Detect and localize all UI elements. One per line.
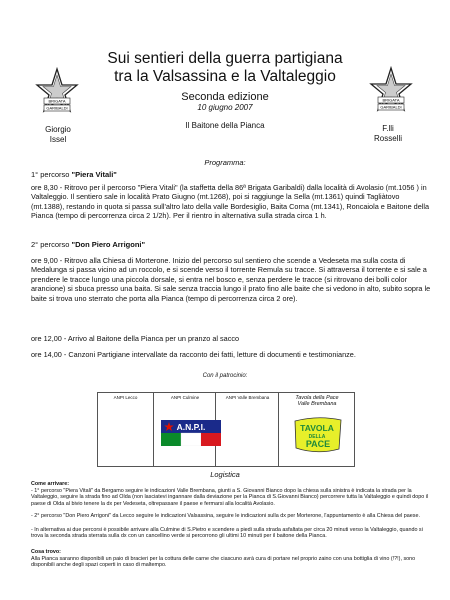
- logistica-alternativa: - In alternativa ai due percorsi è possibile arrivare alla Culmine di S.Pietro e scendere a piedi sulla strada asfaltata per circa 20 minuti verso la Valtaleggio, quando si trova la seconda strada sterrata sulla dx con un cancellino verde si percorrono gli ultimi 10 minuti per il baitone della Pianca.: [31, 527, 423, 540]
- tavola-pace-logo-icon: [291, 415, 345, 455]
- right-name-line-1: F.lli: [382, 124, 394, 133]
- percorso-1-name: "Piera Vitali": [71, 170, 117, 179]
- come-arrivare-heading: Come arrivare:: [31, 481, 70, 487]
- left-brigade-emblem: [35, 67, 79, 119]
- event-date: 10 giugno 2007: [197, 103, 253, 112]
- tavola-logo-text-1: TAVOLA: [300, 423, 334, 433]
- edition-label: Seconda edizione: [181, 91, 269, 103]
- logistica-heading: Logistica: [210, 470, 240, 479]
- program-item-songs: ore 14,00 - Canzoni Partigiane intervallate da racconto dei fatti, letture di documenti e testimonianze.: [31, 350, 356, 359]
- percorso-1-prefix: 1° percorso: [31, 170, 72, 179]
- left-emblem-text-1: BRIGATA: [48, 98, 66, 104]
- sponsor-label-tavola-2: Valle Brembana: [297, 401, 337, 407]
- star-emblem-icon: [369, 66, 413, 118]
- sponsor-label-anpi-valle-brembana: ANPI Valle Brembana: [225, 395, 270, 400]
- right-brigade-emblem: [369, 66, 413, 118]
- sponsor-anpi-lecco: [98, 393, 153, 466]
- sponsor-label-anpi-lecco: ANPI Lecco: [113, 395, 138, 400]
- sponsor-anpi-valle-brembana: [215, 393, 279, 466]
- event-place: Il Baitone della Pianca: [185, 121, 265, 130]
- left-name-line-2: Issel: [49, 135, 67, 144]
- title-line-2: tra la Valsassina e la Valtaleggio: [114, 68, 336, 85]
- percorso-2-text: ore 9,00 - Ritrovo alla Chiesa di Morterone. Inizio del percorso sul sentiero che scende a Vedeseta ma sulla costa di Medalunga si passa vicino ad un roccolo, e si scende verso il torrente Remula su tracce. Si attraversa il torrente e si sale a prendere le tracce lungo una piccola dorsale, si entra nel bosco e, senza perdere le tracce (si ritrovano dei bolli color arancione) si sbuca presso una baita. Si sale senza traccia lungo il prato fino alle baite che si vedono in alto, subito sopra le baite si trova uno sterrato che porta alla Pianca (tempo di percorrenza circa 2 ore).: [31, 256, 431, 303]
- sponsor-label-anpi-culmine: ANPI Culmine: [170, 395, 200, 400]
- percorso-2-prefix: 2° percorso: [31, 240, 72, 249]
- left-emblem-text-2: GARIBALDI: [46, 105, 68, 111]
- logistica-cosa-trovo: Alla Pianca saranno disponibili un paio di bracieri per la cottura delle carne che ciascuno avrà cura di portare nel proprio zaino con una bottiglia di vino (!?!), sono disponibili anche degli spazi coperti in caso di maltempo.: [31, 556, 416, 569]
- left-name-line-1: Giorgio: [45, 125, 71, 134]
- right-name-line-2: Rosselli: [373, 134, 402, 143]
- right-brigade-name: [366, 124, 410, 144]
- sponsor-table: [97, 392, 355, 467]
- right-emblem-text-1: BRIGATA: [382, 97, 400, 103]
- anpi-logo: [161, 420, 221, 446]
- anpi-flag-icon: [161, 420, 221, 446]
- patrocinio-heading: Con il patrocinio:: [202, 373, 248, 379]
- program-item-lunch: ore 12,00 - Arrivo al Baitone della Pianca per un pranzo al sacco: [31, 334, 240, 343]
- logistica-percorso-2: - 2° percorso "Don Piero Arrigoni" da Lecco seguire le indicazioni Valsassina, seguire le indicazioni sulla dx per Morterone, l'appuntamento è alla Chiesa del paese.: [31, 513, 420, 519]
- percorso-1-heading: [31, 170, 431, 179]
- anpi-logo-text: A.N.P.I.: [176, 422, 206, 432]
- tavola-logo-text-3: PACE: [305, 439, 331, 449]
- percorso-1-text: ore 8,30 - Ritrovo per il percorso "Piera Vitali" (la staffetta della 86ª Brigata Garibaldi) dalla località di Avolasio (mt.1056 ) in Valtaleggio. Il sentiero sale in località Prato Giugno (mt.1268), poi si raggiunge la Sella (mt.1361) quindi Tagliàtovo (mt.1388), restando in quota si passa sull'altro lato della valle Bordesiglio, Baita Corna (mt.1341), Roncaiola e Baitone della Pianca (tempo di percorrenza circa 2 1/2h). Per il rientro in alternativa sulla strada circa 1 h.: [31, 183, 430, 221]
- programma-heading: Programma:: [204, 158, 246, 167]
- percorso-2-name: "Don Piero Arrigoni": [71, 240, 146, 249]
- title-line-1: Sui sentieri della guerra partigiana: [107, 50, 343, 67]
- cosa-trovo-heading: Cosa trovo:: [31, 549, 61, 555]
- star-emblem-icon: [35, 67, 79, 119]
- sponsor-label-tavola-1: Tavola della Pace: [295, 395, 339, 401]
- right-emblem-text-2: GARIBALDI: [380, 104, 402, 110]
- left-brigade-name: [38, 125, 78, 145]
- tavola-logo-text-2: DELLA: [308, 434, 326, 440]
- tavola-della-pace-logo: [291, 415, 345, 455]
- percorso-2-heading: [31, 240, 431, 249]
- logistica-percorso-1: - 1° percorso "Piera Vitali" da Bergamo seguire le indicazioni Valle Brembana, giunti a S. Giovanni Bianco dopo la chiesa sulla sinistra è indicata la strada per la Valtaleggio, seguire la strada fino ad Olda (non lasciatevi ingannare dalla deviazione per la Pianca di S.Giovanni Bianco) percorrere tutta la Valtaleggio e quindi dopo il paese di Olda al bivio tenere la dx per Vedeseta, oltrepassare il paese e fermarsi alla località Avolasio.: [31, 488, 429, 507]
